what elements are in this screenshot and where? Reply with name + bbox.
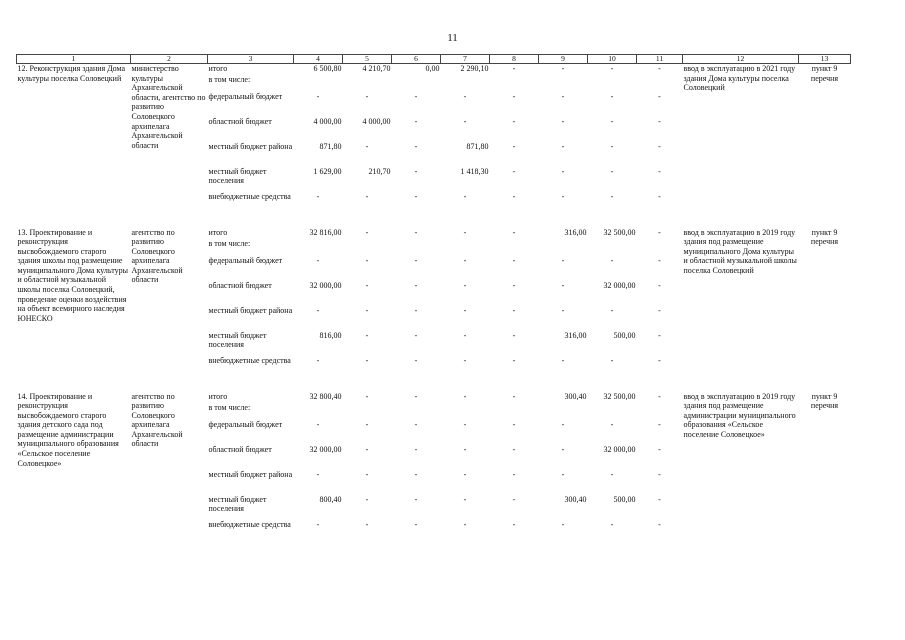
amount-cell: -: [463, 305, 467, 315]
empty-cell: [637, 75, 683, 92]
amount-cell: -: [561, 116, 565, 126]
expected-result-cell: ввод в эксплуатацию в 2021 году здания Дома культуры поселка Соловецкий: [683, 64, 796, 93]
amount-cell: -: [610, 255, 614, 265]
amount-cell: 1 418,30: [460, 166, 489, 176]
amount-cell: -: [365, 355, 369, 365]
column-number: 3: [208, 55, 294, 64]
amount-cell: -: [316, 305, 320, 315]
amount-cell: -: [463, 519, 467, 529]
amount-cell: -: [561, 305, 565, 315]
amount-cell: -: [365, 469, 369, 479]
amount-cell: -: [414, 494, 418, 504]
expected-result-cell: ввод в эксплуатацию в 2019 году здания под размещение администрации муниципального образования «Сельское поселение Соловецкое»: [683, 391, 796, 439]
amount-cell: 300,40: [564, 391, 587, 401]
amount-cell: -: [658, 64, 661, 73]
amount-cell: -: [463, 419, 467, 429]
table-row: [17, 228, 851, 239]
amount-cell: -: [316, 519, 320, 529]
amount-cell: -: [658, 330, 661, 340]
amount-cell: -: [512, 255, 516, 265]
amount-cell: -: [658, 166, 661, 176]
amount-cell: -: [365, 330, 369, 340]
amount-cell: -: [512, 191, 516, 201]
executor-cell: министерство культуры Архангельской области, агентство по развитию Соловецкого архипелага Архангельской области: [131, 64, 206, 150]
amount-cell: -: [658, 91, 661, 101]
amount-cell: -: [414, 444, 418, 454]
reference-cell: пункт 9 перечня: [810, 227, 839, 247]
empty-cell: [490, 403, 539, 420]
empty-cell: [441, 75, 490, 92]
empty-cell: [588, 403, 637, 420]
amount-cell: -: [512, 116, 516, 126]
amount-cell: -: [561, 255, 565, 265]
amount-cell: -: [316, 469, 320, 479]
column-number: 4: [294, 55, 343, 64]
funding-source-label: федеральный бюджет: [208, 255, 283, 265]
amount-cell: -: [365, 444, 369, 454]
amount-cell: -: [610, 141, 614, 151]
amount-cell: -: [512, 141, 516, 151]
amount-cell: -: [414, 280, 418, 290]
page-number: 11: [447, 32, 458, 44]
amount-cell: -: [414, 519, 418, 529]
column-number: 6: [392, 55, 441, 64]
amount-cell: 32 000,00: [603, 280, 636, 290]
reference-cell: пункт 9 перечня: [810, 64, 839, 83]
amount-cell: -: [463, 444, 467, 454]
amount-cell: -: [463, 330, 467, 340]
amount-cell: -: [365, 419, 369, 429]
amount-cell: -: [365, 305, 369, 315]
table-body: [17, 55, 851, 546]
amount-cell: -: [463, 91, 467, 101]
amount-cell: -: [365, 519, 369, 529]
column-number: 10: [588, 55, 637, 64]
row-spacer: [17, 382, 851, 392]
amount-cell: -: [463, 391, 467, 401]
amount-cell: -: [512, 494, 516, 504]
amount-cell: -: [610, 519, 614, 529]
amount-cell: -: [658, 519, 661, 529]
amount-cell: 6 500,80: [313, 64, 342, 73]
empty-cell: [637, 239, 683, 256]
amount-cell: -: [561, 469, 565, 479]
funding-source-label: областной бюджет: [208, 280, 272, 290]
amount-cell: -: [561, 444, 565, 454]
amount-cell: -: [414, 419, 418, 429]
amount-cell: -: [658, 391, 661, 401]
empty-cell: [490, 75, 539, 92]
funding-source-label: итого: [208, 227, 228, 237]
empty-cell: [441, 403, 490, 420]
amount-cell: -: [561, 419, 565, 429]
empty-cell: [294, 239, 343, 256]
funding-source-label: внебюджетные средства: [208, 191, 291, 201]
funding-source-label: местный бюджет поселения: [208, 494, 267, 514]
amount-cell: 300,40: [564, 494, 587, 504]
amount-cell: -: [414, 355, 418, 365]
amount-cell: 4 000,00: [313, 116, 342, 126]
amount-cell: 32 500,00: [603, 391, 636, 401]
empty-cell: [343, 403, 392, 420]
executor-cell: агентство по развитию Соловецкого архипелага Архангельской области: [131, 391, 183, 449]
amount-cell: 500,00: [613, 330, 636, 340]
funding-source-label: федеральный бюджет: [208, 91, 283, 101]
amount-cell: 316,00: [564, 227, 587, 237]
empty-cell: [441, 239, 490, 256]
amount-cell: -: [658, 305, 661, 315]
amount-cell: -: [512, 227, 516, 237]
funding-source-label: итого: [208, 391, 228, 401]
amount-cell: 800,40: [319, 494, 342, 504]
funding-source-label: внебюджетные средства: [208, 519, 291, 529]
amount-cell: -: [658, 469, 661, 479]
funding-source-label: областной бюджет: [208, 116, 272, 126]
empty-cell: [588, 75, 637, 92]
column-number: 11: [637, 55, 683, 64]
amount-cell: -: [414, 330, 418, 340]
amount-cell: -: [512, 419, 516, 429]
reference-cell: пункт 9 перечня: [810, 391, 839, 411]
column-number: 8: [490, 55, 539, 64]
amount-cell: -: [658, 141, 661, 151]
column-number: 9: [539, 55, 588, 64]
empty-cell: [392, 239, 441, 256]
amount-cell: -: [512, 64, 516, 73]
empty-cell: [539, 75, 588, 92]
amount-cell: -: [512, 469, 516, 479]
funding-source-label: федеральный бюджет: [208, 419, 283, 429]
column-number: 12: [683, 55, 799, 64]
amount-cell: -: [561, 64, 565, 73]
amount-cell: -: [463, 116, 467, 126]
amount-cell: -: [561, 280, 565, 290]
amount-cell: -: [561, 355, 565, 365]
table-row: [17, 392, 851, 403]
funding-source-label: в том числе:: [208, 402, 251, 412]
amount-cell: 32 000,00: [309, 280, 342, 290]
amount-cell: 0,00: [425, 64, 440, 73]
empty-cell: [294, 75, 343, 92]
amount-cell: -: [658, 227, 661, 237]
amount-cell: -: [316, 419, 320, 429]
funding-source-label: в том числе:: [208, 74, 251, 84]
amount-cell: -: [463, 469, 467, 479]
amount-cell: -: [561, 191, 565, 201]
amount-cell: 871,80: [319, 141, 342, 151]
empty-cell: [539, 403, 588, 420]
empty-cell: [343, 239, 392, 256]
funding-source-label: местный бюджет поселения: [208, 330, 267, 350]
amount-cell: 1 629,00: [313, 166, 342, 176]
amount-cell: 32 500,00: [603, 227, 636, 237]
spacer-cell: [17, 218, 851, 228]
empty-cell: [343, 75, 392, 92]
amount-cell: -: [512, 91, 516, 101]
column-number: 5: [343, 55, 392, 64]
amount-cell: -: [512, 519, 516, 529]
amount-cell: -: [316, 91, 320, 101]
empty-cell: [392, 403, 441, 420]
amount-cell: -: [610, 91, 614, 101]
column-number-row: [17, 55, 851, 64]
amount-cell: -: [365, 141, 369, 151]
amount-cell: -: [610, 64, 614, 73]
amount-cell: -: [610, 116, 614, 126]
expected-result-cell: ввод в эксплуатацию в 2019 году здания под размещение муниципального Дома культуры и областной музыкальной школы поселка Соловецкий: [683, 227, 797, 275]
funding-source-label: итого: [208, 64, 228, 73]
amount-cell: -: [316, 355, 320, 365]
amount-cell: 871,80: [466, 141, 489, 151]
amount-cell: -: [610, 305, 614, 315]
funding-source-label: местный бюджет района: [208, 141, 293, 151]
funding-source-label: внебюджетные средства: [208, 355, 291, 365]
funding-source-label: местный бюджет района: [208, 469, 293, 479]
amount-cell: 32 000,00: [603, 444, 636, 454]
amount-cell: -: [365, 191, 369, 201]
amount-cell: -: [316, 191, 320, 201]
amount-cell: 210,70: [368, 166, 391, 176]
amount-cell: -: [463, 355, 467, 365]
amount-cell: -: [561, 519, 565, 529]
amount-cell: -: [414, 391, 418, 401]
amount-cell: -: [658, 116, 661, 126]
amount-cell: -: [316, 255, 320, 265]
amount-cell: 2 290,10: [460, 64, 489, 73]
amount-cell: -: [561, 141, 565, 151]
amount-cell: -: [414, 255, 418, 265]
amount-cell: -: [610, 191, 614, 201]
empty-cell: [294, 403, 343, 420]
amount-cell: -: [610, 166, 614, 176]
amount-cell: 32 816,00: [309, 227, 342, 237]
amount-cell: -: [610, 469, 614, 479]
amount-cell: -: [610, 419, 614, 429]
amount-cell: -: [512, 330, 516, 340]
amount-cell: -: [658, 355, 661, 365]
funding-source-label: местный бюджет района: [208, 305, 293, 315]
amount-cell: 816,00: [319, 330, 342, 340]
amount-cell: 316,00: [564, 330, 587, 340]
amount-cell: 32 800,40: [309, 391, 342, 401]
amount-cell: -: [512, 391, 516, 401]
amount-cell: -: [512, 305, 516, 315]
amount-cell: -: [512, 280, 516, 290]
funding-source-label: в том числе:: [208, 238, 251, 248]
row-spacer: [17, 218, 851, 228]
activity-name-cell: 12. Реконструкция здания Дома культуры поселка Соловецкий: [17, 64, 126, 83]
amount-cell: -: [658, 419, 661, 429]
amount-cell: 4 210,70: [362, 64, 391, 73]
amount-cell: -: [463, 255, 467, 265]
executor-cell: агентство по развитию Соловецкого архипелага Архангельской области: [131, 227, 183, 285]
amount-cell: -: [414, 227, 418, 237]
amount-cell: -: [414, 141, 418, 151]
amount-cell: -: [463, 494, 467, 504]
amount-cell: -: [463, 191, 467, 201]
amount-cell: -: [414, 166, 418, 176]
amount-cell: -: [365, 255, 369, 265]
amount-cell: -: [414, 191, 418, 201]
amount-cell: -: [658, 191, 661, 201]
amount-cell: -: [658, 280, 661, 290]
amount-cell: -: [561, 166, 565, 176]
amount-cell: -: [365, 227, 369, 237]
spacer-cell: [17, 382, 851, 392]
empty-cell: [392, 75, 441, 92]
column-number: 7: [441, 55, 490, 64]
amount-cell: -: [414, 469, 418, 479]
amount-cell: -: [365, 391, 369, 401]
empty-cell: [490, 239, 539, 256]
table-row: [17, 64, 851, 75]
funding-source-label: местный бюджет поселения: [208, 166, 267, 186]
program-activities-table: [16, 54, 851, 546]
empty-cell: [588, 239, 637, 256]
empty-cell: [539, 239, 588, 256]
amount-cell: -: [658, 255, 661, 265]
amount-cell: -: [610, 355, 614, 365]
amount-cell: -: [512, 444, 516, 454]
activity-name-cell: 13. Проектирование и реконструкция высвобождаемого старого здания школы под размещение муниципального Дома культуры и областной музыкальной школы поселка Соловецкий, проведение оценки воздействия на объект всемирного наследия ЮНЕСКО: [17, 227, 128, 323]
activity-name-cell: 14. Проектирование и реконструкция высвобождаемого старого здания детского сада под размещение администрации муниципального образования «Сельское поселение Соловецкое»: [17, 391, 119, 468]
amount-cell: 32 000,00: [309, 444, 342, 454]
amount-cell: -: [512, 166, 516, 176]
column-number: 2: [131, 55, 208, 64]
amount-cell: -: [463, 280, 467, 290]
amount-cell: -: [658, 494, 661, 504]
column-number: 13: [799, 55, 851, 64]
amount-cell: -: [561, 91, 565, 101]
amount-cell: 4 000,00: [362, 116, 391, 126]
empty-cell: [637, 403, 683, 420]
amount-cell: -: [365, 494, 369, 504]
funding-source-label: областной бюджет: [208, 444, 272, 454]
amount-cell: -: [365, 280, 369, 290]
column-number: 1: [17, 55, 131, 64]
amount-cell: -: [414, 116, 418, 126]
amount-cell: -: [414, 91, 418, 101]
amount-cell: -: [414, 305, 418, 315]
amount-cell: -: [658, 444, 661, 454]
amount-cell: 500,00: [613, 494, 636, 504]
amount-cell: -: [365, 91, 369, 101]
amount-cell: -: [512, 355, 516, 365]
amount-cell: -: [463, 227, 467, 237]
